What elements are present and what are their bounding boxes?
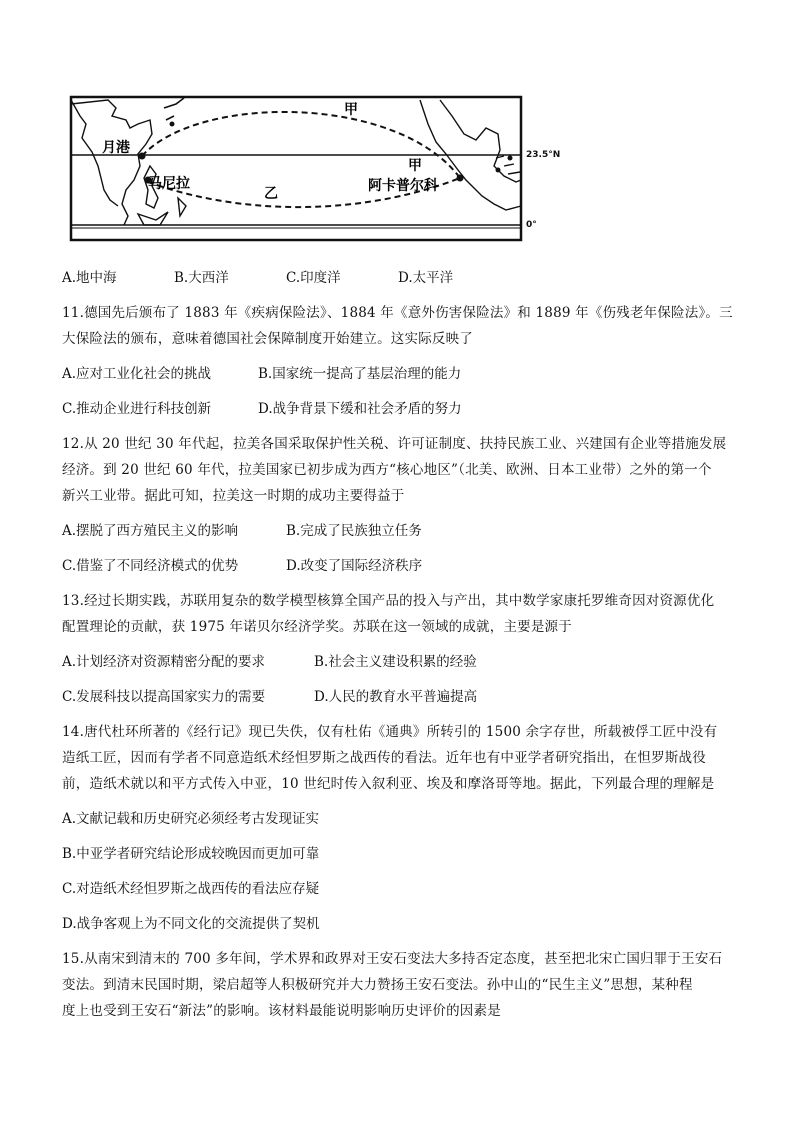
lat-23-label: 23.5°N xyxy=(526,150,561,160)
acapulco-label: 阿卡普尔科 xyxy=(368,178,438,194)
q12-option-c[interactable]: C.借鉴了不同经济模式的优势 xyxy=(62,558,239,574)
yuegang-point xyxy=(139,153,146,160)
manila-label: 马尼拉 xyxy=(148,176,190,192)
route-a-top-label: 甲 xyxy=(344,102,358,118)
q14-stem-line: 造纸工匠，因而有学者不同意造纸术经怛罗斯之战西传的看法。近年也有中亚学者研究指出，在怛罗斯战役 xyxy=(62,750,706,766)
q13-option-c[interactable]: C.发展科技以提高国家实力的需要 xyxy=(62,689,266,705)
yuegang-label: 月港 xyxy=(102,140,130,156)
japan-island xyxy=(164,98,184,120)
q14-option-a[interactable]: A.文献记载和历史研究必须经考古发现证实 xyxy=(62,811,320,827)
dot-marker xyxy=(508,156,513,161)
q12-stem-line: 12.从 20 世纪 30 年代起，拉美各国采取保护性关税、许可证制度、扶持民族工业、兴建国有企业等措施发展 xyxy=(62,436,727,452)
q11-option-d[interactable]: D.战争背景下缓和社会矛盾的努力 xyxy=(258,401,462,417)
q13-option-d[interactable]: D.人民的教育水平普遍提高 xyxy=(314,689,478,705)
q11-option-a[interactable]: A.应对工业化社会的挑战 xyxy=(62,366,212,382)
q14-stem-line: 14.唐代杜环所著的《经行记》现已失佚，仅有杜佑《通典》所转引的 1500 余字存世，所载被俘工匠中没有 xyxy=(62,724,718,740)
q12-stem-line: 新兴工业带。据此可知，拉美这一时期的成功主要得益于 xyxy=(62,488,405,504)
q12-option-d[interactable]: D.改变了国际经济秩序 xyxy=(286,558,423,574)
q11-stem-line: 11.德国先后颁布了 1883 年《疾病保险法》、1884 年《意外伤害保险法》和 1889 年《伤残老年保险法》。三 xyxy=(62,305,733,321)
q14-option-b[interactable]: B.中亚学者研究结论形成较晚因而更加可靠 xyxy=(62,846,320,862)
dot-marker xyxy=(496,168,501,173)
philippines-islands xyxy=(138,166,186,225)
q15-stem-line: 度上也受到王安石“新法”的影响。该材料最能说明影响历史评价的因素是 xyxy=(62,1003,501,1019)
asia-coastline xyxy=(71,100,152,225)
trade-route-map xyxy=(68,94,524,242)
q13-option-b[interactable]: B.社会主义建设积累的经验 xyxy=(314,654,477,670)
q15-stem-line: 变法。到清末民国时期，梁启超等人积极研究并大力赞扬王安石变法。孙中山的“民生主义”思想，某种程 xyxy=(62,977,693,993)
q11-option-b[interactable]: B.国家统一提高了基层治理的能力 xyxy=(258,366,462,382)
q14-option-d[interactable]: D.战争客观上为不同文化的交流提供了契机 xyxy=(62,916,320,932)
q14-option-c[interactable]: C.对造纸术经怛罗斯之战西传的看法应存疑 xyxy=(62,881,320,897)
q13-stem-line: 配置理论的贡献，获 1975 年诺贝尔经济学奖。苏联在这一领域的成就，主要是源于 xyxy=(62,619,572,635)
q10-option-a[interactable]: A.地中海 xyxy=(62,270,117,286)
lat-0-label: 0° xyxy=(526,220,537,230)
q11-stem-line: 大保险法的颁布，意味着德国社会保障制度开始建立。这实际反映了 xyxy=(62,331,473,347)
q13-stem-line: 13.经过长期实践，苏联用复杂的数学模型核算全国产品的投入与产出，其中数学家康托罗维奇因对资源优化 xyxy=(62,593,715,609)
q11-option-c[interactable]: C.推动企业进行科技创新 xyxy=(62,401,212,417)
q10-option-d[interactable]: D.太平洋 xyxy=(398,270,454,286)
q10-option-c[interactable]: C.印度洋 xyxy=(286,270,341,286)
q10-option-b[interactable]: B.大西洋 xyxy=(174,270,229,286)
route-a-mid-label: 甲 xyxy=(408,158,422,174)
route-b-label: 乙 xyxy=(264,186,278,202)
acapulco-point xyxy=(457,175,464,182)
q12-option-a[interactable]: A.摆脱了西方殖民主义的影响 xyxy=(62,523,239,539)
q12-option-b[interactable]: B.完成了民族独立任务 xyxy=(286,523,422,539)
q15-stem-line: 15.从南宋到清末的 700 多年间，学术界和政界对王安石变法大多持否定态度，甚至把北宋亡国归罪于王安石 xyxy=(62,951,723,967)
q14-stem-line: 前，造纸术就以和平方式传入中亚，10 世纪时传入叙利亚、埃及和摩洛哥等地。据此，下列最合理的理解是 xyxy=(62,776,715,792)
q12-stem-line: 经济。到 20 世纪 60 年代，拉美国家已初步成为西方“核心地区”（北美、欧洲、日本工业带）之外的第一个 xyxy=(62,462,712,478)
dot-marker xyxy=(170,122,175,127)
q13-option-a[interactable]: A.计划经济对资源精密分配的要求 xyxy=(62,654,266,670)
